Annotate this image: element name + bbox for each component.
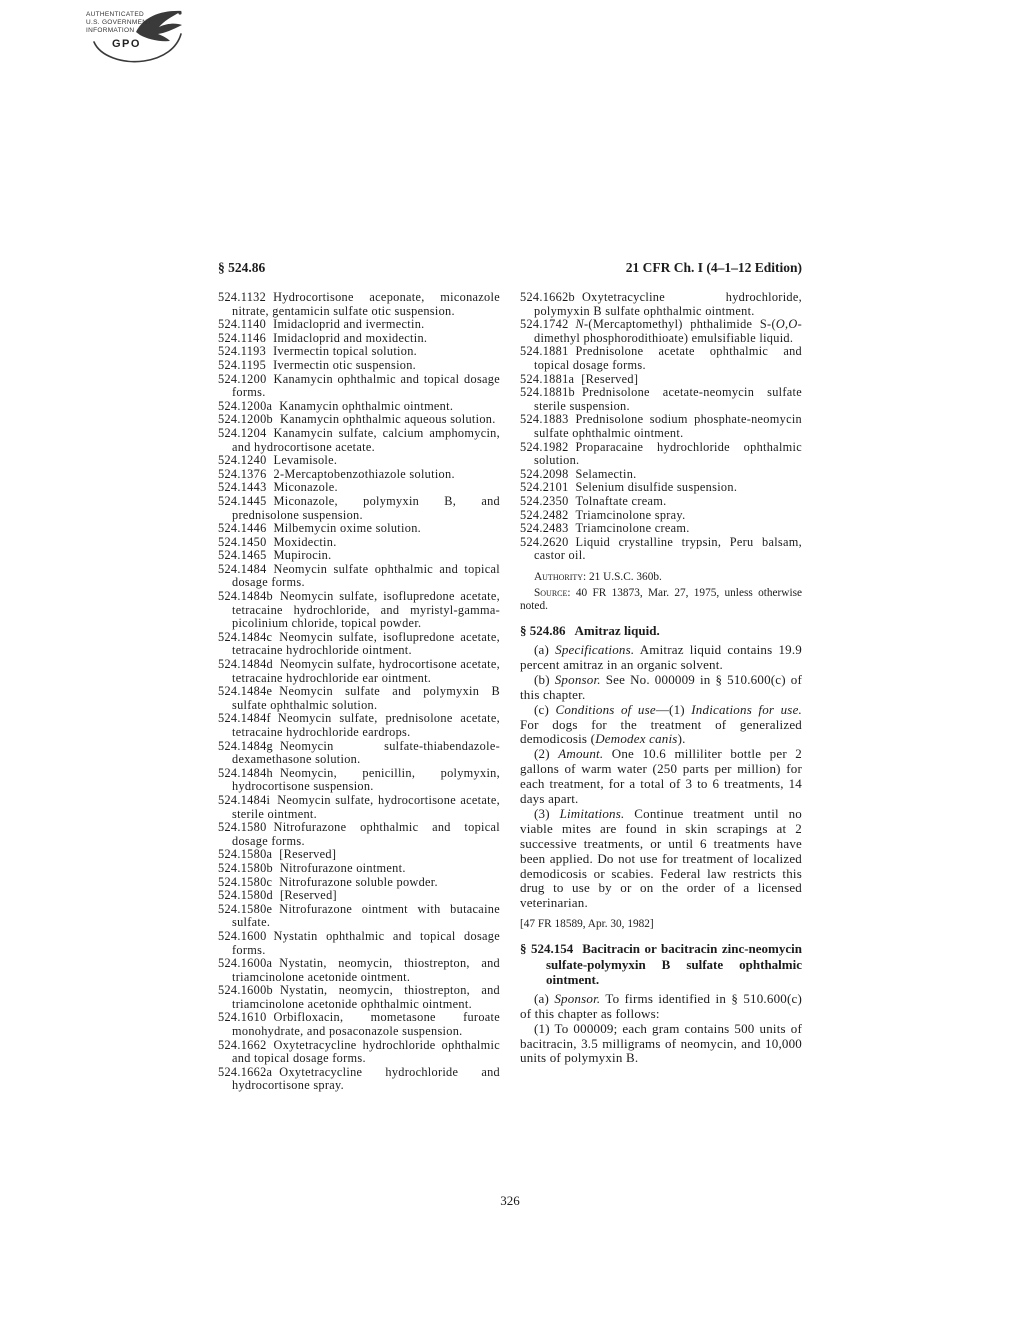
toc-entry-number: 524.1580b xyxy=(218,860,273,875)
toc-entry-number: 524.2482 xyxy=(520,507,569,522)
toc-entry-text: Nitrofurazone ophthalmic and topical dosage forms. xyxy=(232,820,500,848)
authority-label: Authority: xyxy=(534,570,587,583)
toc-entry xyxy=(520,373,802,387)
toc-entry-text: [Reserved] xyxy=(279,888,337,903)
toc-entry-number: 524.1445 xyxy=(218,493,267,508)
toc-entry-number: 524.1600b xyxy=(218,983,273,998)
toc-entry-text: Miconazole. xyxy=(273,480,338,495)
toc-entry xyxy=(520,509,802,523)
toc-entry-text: Miconazole, polymyxin B, and prednisolone suspension. xyxy=(232,493,500,522)
toc-entry-text: Kanamycin ophthalmic aqueous solution. xyxy=(279,412,496,427)
toc-entry xyxy=(218,427,500,454)
toc-entry-text: [Reserved] xyxy=(279,847,337,862)
logo-information-text: INFORMATION xyxy=(86,27,135,34)
toc-entry-text: Oxytetracycline hydrochloride and hydrocortisone spray. xyxy=(232,1064,500,1093)
paragraph: (c) Conditions of use—(1) Indications for use. For dogs for the treatment of generalized demodicosis (Demodex canis). xyxy=(520,701,802,747)
section-title: Amitraz liquid. xyxy=(574,623,660,639)
toc-entry-number: 524.1450 xyxy=(218,534,267,549)
toc-entry-number: 524.1580e xyxy=(218,901,273,916)
section-number: § 524.154 xyxy=(520,941,574,957)
toc-entry xyxy=(218,862,500,876)
paragraph: (2) Amount. One 10.6 milliliter bottle per 2 gallons of warm water (250 parts per million) for each treatment, for a total of 3 to 6 treatments, 14 days apart. xyxy=(520,746,802,807)
toc-entry-number: 524.1484 xyxy=(218,561,267,576)
paragraph: (b) Sponsor. See No. 000009 in § 510.600(c) of this chapter. xyxy=(520,671,802,702)
toc-entry xyxy=(520,522,802,536)
toc-entry xyxy=(520,318,802,345)
toc-entry xyxy=(520,481,802,495)
toc-entry-number: 524.1580a xyxy=(218,847,273,862)
paragraph: (a) Specifications. Amitraz liquid contains 19.9 percent amitraz in an organic solvent. xyxy=(520,641,802,672)
toc-entry-number: 524.1881b xyxy=(520,385,575,400)
paragraph: (1) To 000009; each gram contains 500 units of bacitracin, 3.5 milligrams of neomycin, and 10,000 units of polymyxin B. xyxy=(520,1020,802,1066)
toc-entry-text: Nystatin, neomycin, thiostrepton, and triamcinolone acetonide ophthalmic ointment. xyxy=(232,983,500,1011)
toc-entry-number: 524.1195 xyxy=(218,357,267,372)
toc-entry-text: Neomycin sulfate-thiabendazole-dexamethasone solution. xyxy=(232,738,500,767)
toc-entry-text: 2-Mercaptobenzothiazole solution. xyxy=(273,466,455,481)
toc-entry-number: 524.2620 xyxy=(520,534,569,549)
toc-entry-text: Kanamycin ophthalmic and topical dosage forms. xyxy=(232,371,500,400)
toc-entry-number: 524.1204 xyxy=(218,425,267,440)
toc-entry xyxy=(218,903,500,930)
toc-entry-text: Neomycin sulfate and polymyxin B sulfate ophthalmic solution. xyxy=(232,684,500,712)
toc-entry xyxy=(218,889,500,903)
toc-entry xyxy=(520,413,802,440)
toc-entry xyxy=(218,590,500,631)
toc-entry xyxy=(218,1066,500,1093)
toc-entry xyxy=(218,957,500,984)
toc-entry xyxy=(520,386,802,413)
toc-entry-text: Nitrofurazone ointment. xyxy=(279,860,406,875)
toc-entry xyxy=(520,468,802,482)
toc-entry-text: Neomycin sulfate, hydrocortisone acetate, sterile ointment. xyxy=(232,792,500,821)
toc-entry-text: Kanamycin ophthalmic ointment. xyxy=(279,398,454,413)
toc-entry xyxy=(218,876,500,890)
toc-entry-text: Tolnaftate cream. xyxy=(575,493,667,508)
toc-entry xyxy=(218,658,500,685)
section-title: Bacitracin or bacitracin zinc-neomycin sulfate-polymyxin B sulfate ophthalmic ointment. xyxy=(546,941,802,988)
toc-entry-number: 524.1580 xyxy=(218,820,267,835)
toc-entry xyxy=(218,549,500,563)
toc-entry-number: 524.1240 xyxy=(218,453,267,468)
section-heading xyxy=(520,623,802,639)
right-column xyxy=(520,291,802,1066)
toc-entry xyxy=(218,345,500,359)
toc-entry-text: Nystatin, neomycin, thiostrepton, and triamcinolone acetonide ointment. xyxy=(232,956,500,984)
toc-entry xyxy=(218,631,500,658)
toc-entry-number: 524.1662a xyxy=(218,1064,273,1079)
source-note xyxy=(520,587,802,613)
toc-entry xyxy=(218,481,500,495)
toc-entry-number: 524.1484f xyxy=(218,711,271,726)
toc-entry xyxy=(218,740,500,767)
toc-entry-number: 524.1662b xyxy=(520,290,575,304)
toc-entry-number: 524.1484e xyxy=(218,684,273,699)
toc-entry-number: 524.1982 xyxy=(520,439,569,454)
toc-entry xyxy=(218,536,500,550)
toc-entry-number: 524.1610 xyxy=(218,1010,267,1025)
toc-entry-text: Orbifloxacin, mometasone furoate monohydrate, and posaconazole suspension. xyxy=(232,1010,500,1039)
logo-government-text: U.S. GOVERNMENT xyxy=(86,19,152,26)
toc-entry-text: Prednisolone sodium phosphate-neomycin sulfate ophthalmic ointment. xyxy=(534,412,802,440)
toc-entry-number: 524.1446 xyxy=(218,521,267,536)
header-section-ref: § 524.86 xyxy=(218,260,266,275)
source-citation: [47 FR 18589, Apr. 30, 1982] xyxy=(520,918,654,931)
toc-entry xyxy=(218,454,500,468)
toc-entry-number: 524.1193 xyxy=(218,344,267,359)
left-column xyxy=(218,291,500,1093)
toc-entry xyxy=(218,767,500,794)
toc-entry-number: 524.1580d xyxy=(218,888,273,903)
toc-entry xyxy=(218,1011,500,1038)
toc-entry-text: Neomycin sulfate, hydrocortisone acetate, tetracaine hydrochloride ear ointment. xyxy=(232,657,500,685)
toc-entry-text: Proparacaine hydrochloride ophthalmic solution. xyxy=(534,439,802,468)
toc-entry-text: Milbemycin oxime solution. xyxy=(273,521,422,536)
toc-entry-number: 524.2350 xyxy=(520,493,569,508)
regulation-sections xyxy=(520,623,802,1066)
toc-entry-number: 524.1484h xyxy=(218,765,273,780)
toc-entry-text: Neomycin sulfate, prednisolone acetate, tetracaine hydrochloride eardrops. xyxy=(232,711,500,739)
toc-entry-text: Nitrofurazone soluble powder. xyxy=(279,874,438,889)
toc-entry-number: 524.1742 xyxy=(520,317,569,332)
toc-entry-number: 524.1662 xyxy=(218,1037,267,1052)
toc-entry xyxy=(218,318,500,332)
gpo-logo xyxy=(84,6,190,70)
toc-entry-text: Neomycin sulfate, isoflupredone acetate, tetracaine hydrochloride, and myristyl-gamma-picolinium chloride, topical powder. xyxy=(232,589,500,631)
toc-entry-number: 524.2098 xyxy=(520,466,569,481)
toc-entry-text: Imidacloprid and moxidectin. xyxy=(273,330,428,345)
toc-entry xyxy=(218,468,500,482)
toc-entry-text: Selenium disulfide suspension. xyxy=(575,480,738,495)
toc-entry xyxy=(218,332,500,346)
toc-entry-text: Moxidectin. xyxy=(273,534,337,549)
toc-entry-number: 524.1883 xyxy=(520,412,569,427)
toc-entry-number: 524.1484d xyxy=(218,657,273,672)
toc-entry-text: Liquid crystalline trypsin, Peru balsam, castor oil. xyxy=(534,534,802,563)
toc-entry-number: 524.1484b xyxy=(218,589,273,604)
toc-entry-text: Ivermectin otic suspension. xyxy=(273,357,417,372)
header-edition-title: 21 CFR Ch. I (4–1–12 Edition) xyxy=(625,260,802,275)
toc-entry xyxy=(218,712,500,739)
toc-entry-number: 524.1881 xyxy=(520,344,569,359)
toc-entry-number: 524.1484i xyxy=(218,792,271,807)
toc-entry-text: Hydrocortisone aceponate, miconazole nitrate, gentamicin sulfate otic suspension. xyxy=(232,290,500,318)
toc-entries-continued xyxy=(520,291,802,563)
toc-entry xyxy=(218,794,500,821)
toc-entry-text: Selamectin. xyxy=(575,466,637,481)
toc-entry-number: 524.1132 xyxy=(218,290,267,304)
toc-entry-text: Triamcinolone cream. xyxy=(575,521,690,536)
toc-entry xyxy=(218,1039,500,1066)
toc-entry-number: 524.2483 xyxy=(520,521,569,536)
toc-entry xyxy=(218,413,500,427)
toc-entry-text: Triamcinolone spray. xyxy=(575,507,686,522)
paragraph: (3) Limitations. Continue treatment until no viable mites are found in skin scrapings at 2 successive treatments, or until 6 treatments have been applied. Do not use for treatment of localized demodicosis or scabies. Federal law restricts this drug to use by or on the order of a licensed veterinarian. xyxy=(520,805,803,911)
toc-entry xyxy=(520,291,802,318)
toc-entry-text: Oxytetracycline hydrochloride ophthalmic and topical dosage forms. xyxy=(232,1037,500,1066)
toc-entry-number: 524.1580c xyxy=(218,874,273,889)
toc-entry-text: Oxytetracycline hydrochloride, polymyxin B sulfate ophthalmic ointment. xyxy=(534,290,802,318)
toc-entry xyxy=(218,984,500,1011)
toc-entry-number: 524.1200 xyxy=(218,371,267,386)
toc-entry xyxy=(520,495,802,509)
toc-entry-number: 524.1200a xyxy=(218,398,273,413)
toc-entry xyxy=(218,930,500,957)
source-label: Source: xyxy=(534,587,571,600)
toc-entry-number: 524.1200b xyxy=(218,412,273,427)
toc-entry xyxy=(218,563,500,590)
toc-entry-text: Nitrofurazone ointment with butacaine sulfate. xyxy=(232,901,500,930)
toc-entry-number: 524.1484g xyxy=(218,738,273,753)
logo-gpo-text: GPO xyxy=(112,38,141,50)
toc-entry-text: Mupirocin. xyxy=(273,548,332,563)
paragraph: (a) Sponsor. To firms identified in § 510.600(c) of this chapter as follows: xyxy=(520,990,802,1021)
text-block xyxy=(218,291,802,1093)
page-number: 326 xyxy=(500,1193,520,1208)
toc-entry xyxy=(218,522,500,536)
toc-entry-text: Neomycin sulfate, isoflupredone acetate, tetracaine hydrochloride ointment. xyxy=(232,629,500,658)
toc-entry-number: 524.1140 xyxy=(218,317,267,332)
toc-entry xyxy=(218,359,500,373)
toc-entry-number: 524.1465 xyxy=(218,548,267,563)
toc-entry xyxy=(218,685,500,712)
toc-entry xyxy=(520,536,802,563)
source-text: 40 FR 13873, Mar. 27, 1975, unless otherwise noted. xyxy=(520,587,802,613)
toc-entry-number: 524.1600 xyxy=(218,928,267,943)
toc-entry-number: 524.1443 xyxy=(218,480,267,495)
authority-text: 21 U.S.C. 360b. xyxy=(589,570,662,583)
section-number: § 524.86 xyxy=(520,623,566,639)
toc-entry xyxy=(218,400,500,414)
toc-entry xyxy=(218,821,500,848)
toc-entry-number: 524.1376 xyxy=(218,466,267,481)
toc-entry-text: Neomycin sulfate ophthalmic and topical dosage forms. xyxy=(232,561,500,590)
toc-entry-number: 524.1146 xyxy=(218,330,267,345)
toc-entry-number: 524.1600a xyxy=(218,956,273,971)
toc-entry-text: N-(Mercaptomethyl) phthalimide S-(O,O-dimethyl phosphorodithioate) emulsifiable liquid. xyxy=(534,317,802,345)
toc-entry xyxy=(520,441,802,468)
toc-entry-text: Prednisolone acetate-neomycin sulfate sterile suspension. xyxy=(534,385,802,413)
toc-entry-text: [Reserved] xyxy=(581,371,639,386)
toc-entry-text: Levamisole. xyxy=(273,453,338,468)
logo-authenticated-text: AUTHENTICATED xyxy=(86,11,144,18)
toc-entry-text: Nystatin ophthalmic and topical dosage forms. xyxy=(232,928,500,957)
toc-entry-number: 524.2101 xyxy=(520,480,569,495)
authority-note xyxy=(520,571,802,584)
toc-entry-number: 524.1484c xyxy=(218,629,273,644)
toc-entry xyxy=(218,848,500,862)
toc-entry-text: Ivermectin topical solution. xyxy=(273,344,418,359)
toc-entry-text: Imidacloprid and ivermectin. xyxy=(273,317,425,332)
running-head xyxy=(218,260,802,276)
toc-entry xyxy=(520,345,802,372)
section-heading xyxy=(520,941,802,988)
toc-entry-text: Neomycin, penicillin, polymyxin, hydrocortisone suspension. xyxy=(232,765,500,794)
toc-entry-text: Kanamycin sulfate, calcium amphomycin, and hydrocortisone acetate. xyxy=(232,425,500,454)
toc-entry xyxy=(218,495,500,522)
toc-entry xyxy=(218,373,500,400)
toc-entry xyxy=(218,291,500,318)
toc-entry-number: 524.1881a xyxy=(520,371,575,386)
toc-entry-text: Prednisolone acetate ophthalmic and topical dosage forms. xyxy=(534,344,802,372)
